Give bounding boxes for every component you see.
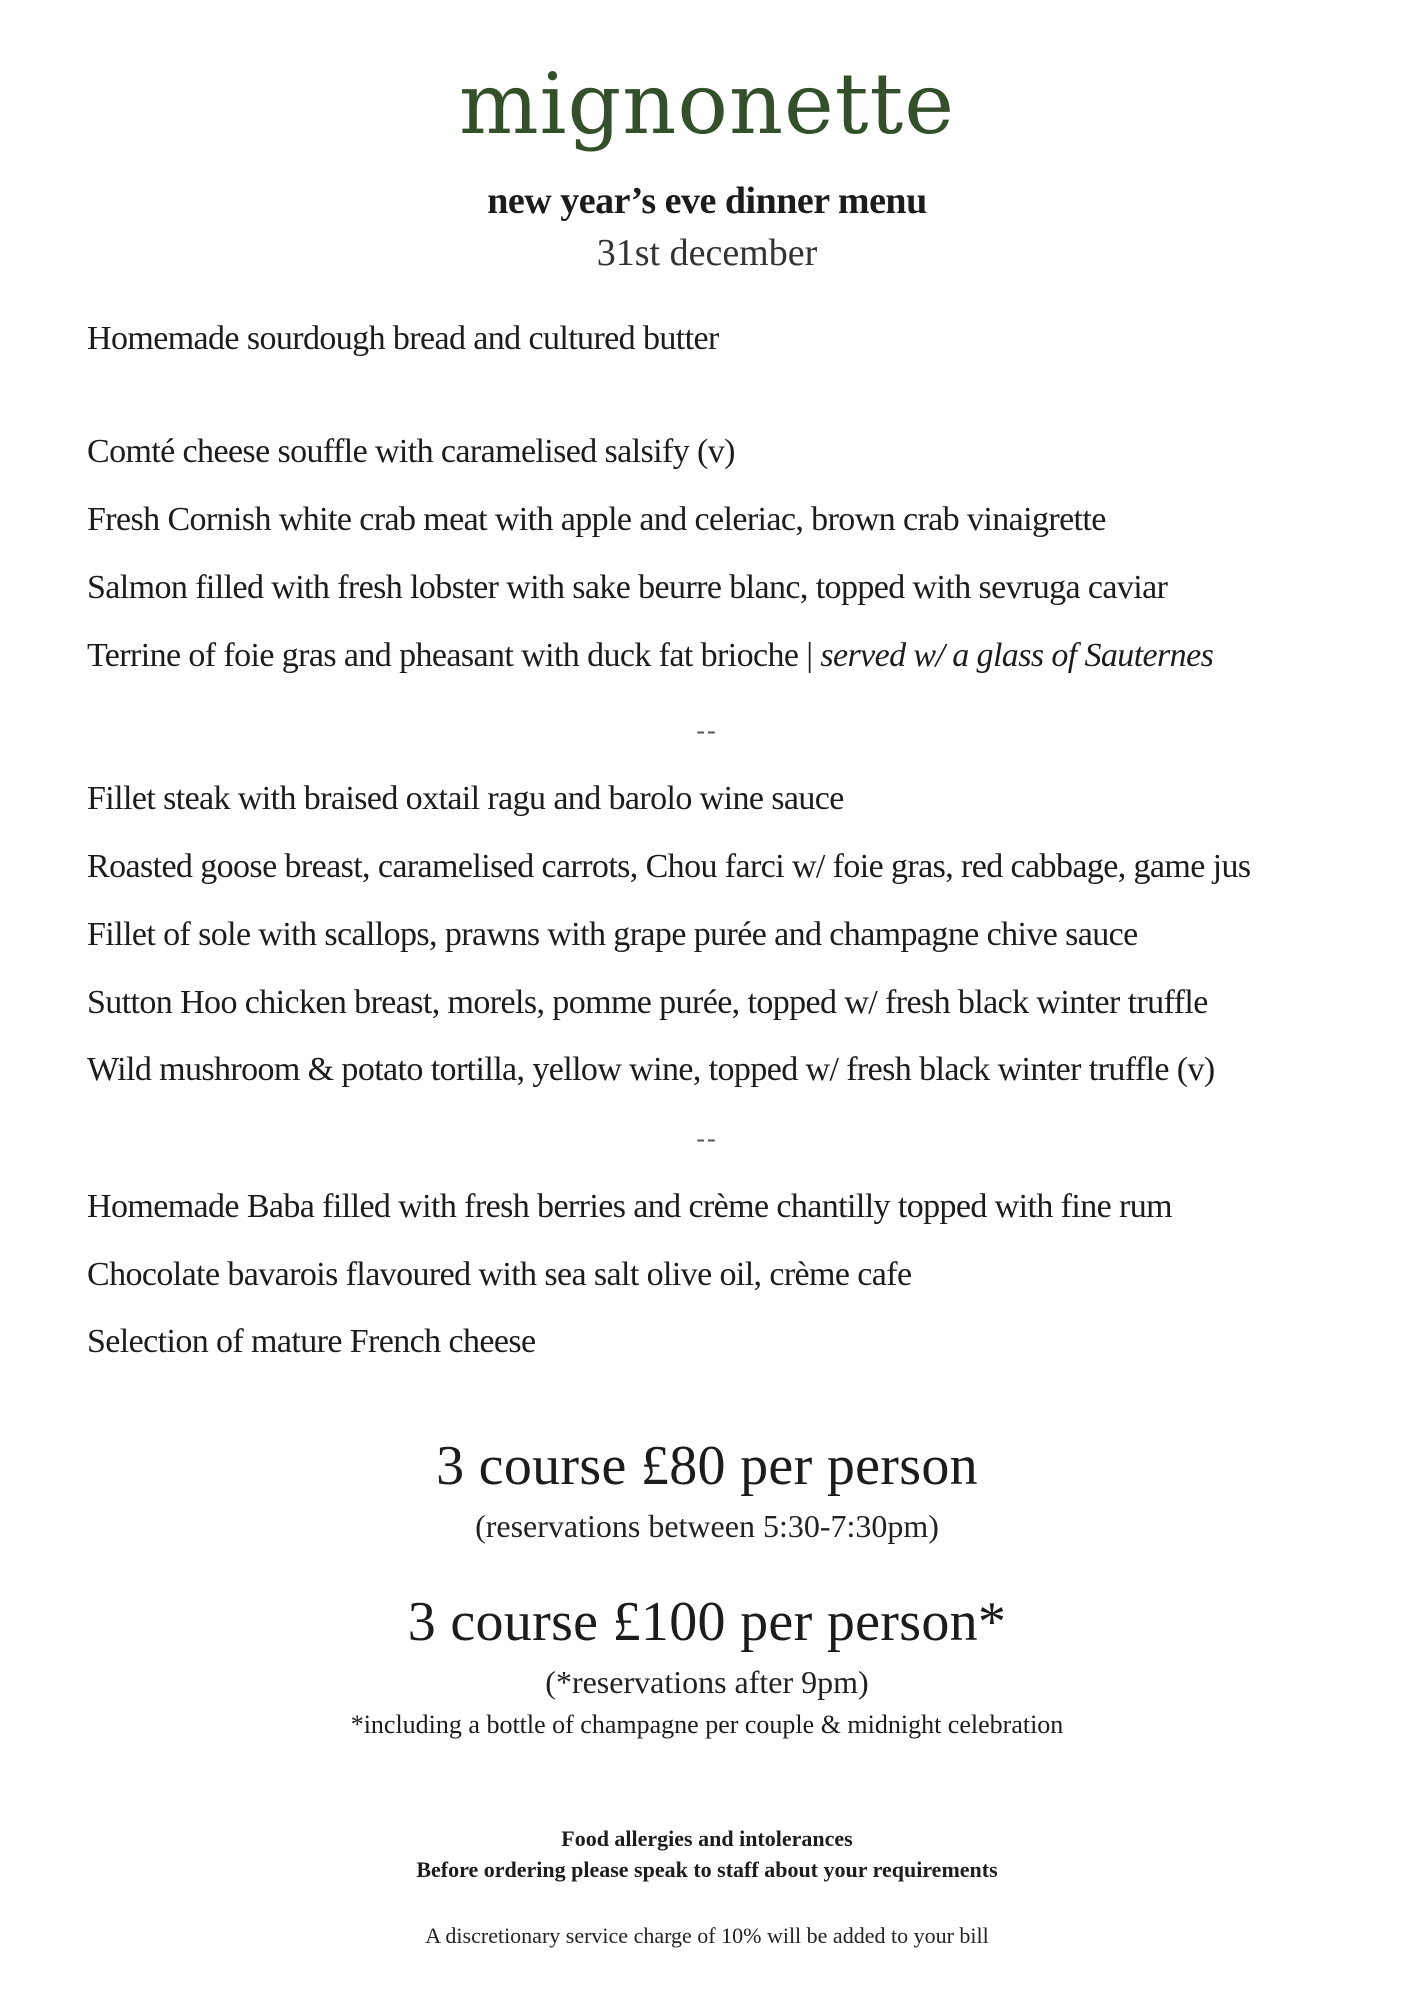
main-item: Wild mushroom & potato tortilla, yellow wine, topped w/ fresh black winter truffle (v): [87, 1051, 1215, 1088]
course-separator: --: [696, 1124, 718, 1153]
early-price-note: (reservations between 5:30-7:30pm): [475, 1508, 939, 1544]
dessert-item: Chocolate bavarois flavoured with sea salt olive oil, crème cafe: [87, 1256, 912, 1293]
bread-item: Homemade sourdough bread and cultured butter: [87, 320, 719, 357]
starter-item: Salmon filled with fresh lobster with sake beurre blanc, topped with sevruga caviar: [87, 569, 1168, 606]
main-item: Fillet steak with braised oxtail ragu and barolo wine sauce: [87, 780, 844, 817]
starter-item: [87, 639, 1213, 673]
service-charge: A discretionary service charge of 10% will be added to your bill: [425, 1923, 989, 1948]
allergy-text: Before ordering please speak to staff about your requirements: [416, 1857, 998, 1882]
starter-terrine-text: Terrine of foie gras and pheasant with duck fat brioche |: [87, 637, 821, 674]
menu-title: new year’s eve dinner menu: [487, 180, 927, 222]
late-price-note: (*reservations after 9pm): [545, 1664, 869, 1700]
dessert-item: Homemade Baba filled with fresh berries and crème chantilly topped with fine rum: [87, 1188, 1172, 1225]
starter-item: Fresh Cornish white crab meat with apple and celeriac, brown crab vinaigrette: [87, 501, 1106, 538]
late-price-extra: *including a bottle of champagne per couple & midnight celebration: [350, 1710, 1064, 1739]
restaurant-logo: mignonette: [459, 55, 955, 153]
main-item: Roasted goose breast, caramelised carrots, Chou farci w/ foie gras, red cabbage, game jus: [87, 848, 1251, 885]
starter-item: Comté cheese souffle with caramelised salsify (v): [87, 433, 735, 470]
course-separator: --: [696, 716, 718, 745]
late-price: 3 course £100 per person*: [407, 1591, 1007, 1653]
menu-date: 31st december: [596, 232, 818, 274]
main-item: Fillet of sole with scallops, prawns with grape purée and champagne chive sauce: [87, 916, 1138, 953]
main-item: Sutton Hoo chicken breast, morels, pomme purée, topped w/ fresh black winter truffle: [87, 984, 1208, 1021]
dessert-item: Selection of mature French cheese: [87, 1323, 536, 1360]
allergy-title: Food allergies and intolerances: [561, 1826, 853, 1851]
starter-terrine-note: served w/ a glass of Sauternes: [820, 637, 1214, 674]
early-price: 3 course £80 per person: [436, 1435, 978, 1497]
